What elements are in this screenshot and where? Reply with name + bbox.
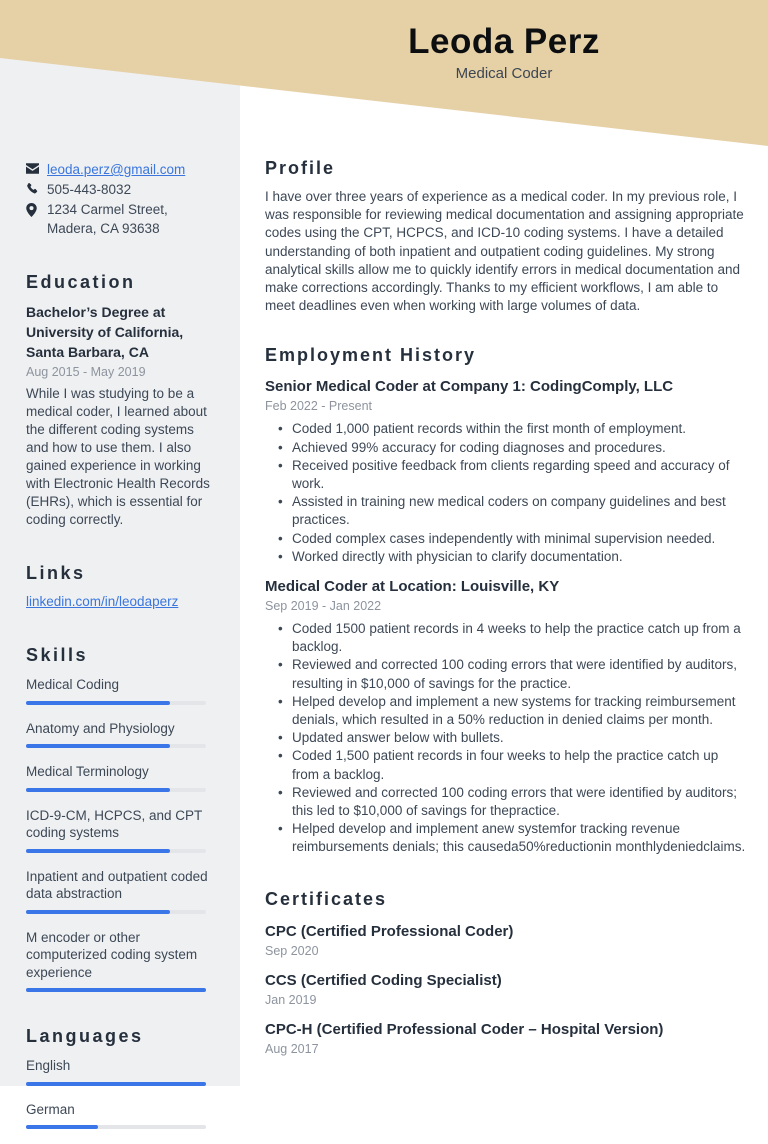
contact-email-row: [26, 160, 220, 179]
bullet-item: • Received positive feedback from clients regarding speed and accuracy of work.: [265, 457, 747, 493]
language-item: [26, 1057, 220, 1086]
email-link[interactable]: leoda.perz@gmail.com: [47, 162, 186, 177]
skill-bar-fill: [26, 788, 170, 792]
person-job-title: Medical Coder: [455, 65, 553, 82]
bullet-item: • Updated answer below with bullets.: [265, 729, 747, 747]
skill-bar-track: [26, 788, 206, 792]
skill-item: [26, 763, 220, 792]
job-title: Senior Medical Coder at Company 1: CodingComply, LLC: [265, 378, 674, 396]
skill-bar-track: [26, 849, 206, 853]
job-dates: Sep 2019 - Jan 2022: [265, 599, 382, 614]
language-bar-fill: [26, 1125, 98, 1129]
phone-number: 505-443-8032: [47, 182, 132, 197]
bullet-item: • Coded 1,000 patient records within the first month of employment.: [265, 420, 747, 438]
certificate-dates: Sep 2020: [265, 943, 319, 958]
education-description: While I was studying to be a medical coder, I learned about the different coding systems and how to use them. I also gained experience in working with Electronic Health Records (EHRs), which is essential for coding correctly.: [26, 386, 210, 527]
skill-bar-fill: [26, 849, 170, 853]
certificate-dates: Jan 2019: [265, 992, 317, 1007]
bullet-item: • Helped develop and implement anew systemfor tracking revenue reimbursements denials; this causeda50%reductionin monthlydeniedclaims.: [265, 820, 747, 856]
skill-bar-track: [26, 988, 206, 992]
degree-title: Bachelor’s Degree at University of California, Santa Barbara, CA: [26, 304, 184, 360]
links-heading: Links: [26, 563, 86, 583]
skill-label: M encoder or other computerized coding system experience: [26, 929, 198, 980]
certificate-title: CPC (Certified Professional Coder): [265, 922, 514, 940]
certificate-dates: Aug 2017: [265, 1041, 319, 1056]
job-title: Medical Coder at Location: Louisville, KY: [265, 578, 560, 596]
contact-list: [26, 160, 220, 238]
skill-label: Medical Coding: [26, 677, 120, 692]
skill-bar-track: [26, 744, 206, 748]
job-dates: Feb 2022 - Present: [265, 399, 373, 414]
address-text: 1234 Carmel Street, Madera, CA 93638: [47, 202, 168, 236]
skill-item: [26, 807, 220, 853]
job-item: [265, 377, 747, 566]
skill-bar-fill: [26, 988, 206, 992]
skill-label: Anatomy and Physiology: [26, 720, 175, 736]
skill-item: [26, 676, 220, 705]
languages-heading: Languages: [26, 1026, 144, 1046]
person-name: Leoda Perz: [408, 22, 600, 61]
skills-heading: Skills: [26, 645, 89, 665]
contact-phone-row: [26, 180, 220, 199]
phone-icon: [26, 180, 47, 195]
job-bullets: [265, 620, 747, 857]
certificate-item: [265, 971, 747, 1008]
language-bar-track: [26, 1125, 206, 1129]
skill-bar-track: [26, 910, 206, 914]
job-bullets: [265, 420, 747, 566]
bullet-item: • Coded 1500 patient records in 4 weeks to help the practice catch up from a backlog.: [265, 620, 747, 656]
skill-label: Medical Terminology: [26, 764, 149, 779]
bullet-item: • Reviewed and corrected 100 coding errors that were identified by auditors, resulting in $10,000 of savings for the practice.: [265, 656, 747, 692]
envelope-icon: [26, 160, 47, 174]
bullet-item: • Coded 1,500 patient records in four weeks to help the practice catch up from a backlog.: [265, 747, 747, 783]
skill-bar-fill: [26, 744, 170, 748]
header: [240, 22, 768, 82]
bullet-item: • Worked directly with physician to clarify documentation.: [265, 548, 747, 566]
certificate-title: CPC-H (Certified Professional Coder – Hospital Version): [265, 1020, 664, 1038]
skill-bar-track: [26, 701, 206, 705]
location-pin-icon: [26, 200, 47, 217]
skill-label: ICD-9-CM, HCPCS, and CPT coding systems: [26, 807, 203, 840]
language-bar-track: [26, 1082, 206, 1086]
main-column: [265, 158, 747, 1057]
skill-bar-fill: [26, 701, 170, 705]
language-item: [26, 1101, 220, 1130]
profile-heading: Profile: [265, 158, 336, 178]
job-item: [265, 577, 747, 857]
education-heading: Education: [26, 272, 136, 292]
language-bar-fill: [26, 1082, 206, 1086]
bullet-item: • Achieved 99% accuracy for coding diagnoses and procedures.: [265, 439, 747, 457]
sidebar: [0, 160, 240, 1144]
contact-address-row: [26, 200, 220, 238]
employment-heading: Employment History: [265, 345, 477, 366]
certificate-item: [265, 1020, 747, 1057]
certificate-item: [265, 922, 747, 959]
skill-item: [26, 929, 220, 993]
bullet-item: • Coded complex cases independently with minimal supervision needed.: [265, 530, 747, 548]
skill-bar-fill: [26, 910, 170, 914]
bullet-item: • Reviewed and corrected 100 coding errors that were identified by auditors; this led to $10,000 of savings for thepractice.: [265, 784, 747, 820]
certificates-heading: Certificates: [265, 888, 388, 909]
education-dates: Aug 2015 - May 2019: [26, 365, 146, 379]
language-label: English: [26, 1058, 71, 1073]
links-list: [26, 593, 220, 611]
linkedin-link[interactable]: linkedin.com/in/leodaperz: [26, 594, 179, 609]
language-label: German: [26, 1101, 75, 1117]
bullet-item: • Assisted in training new medical coders on company guidelines and best practices.: [265, 493, 747, 529]
skill-item: [26, 720, 220, 749]
certificate-title: CCS (Certified Coding Specialist): [265, 971, 502, 989]
skill-label: Inpatient and outpatient coded data abstraction: [26, 868, 208, 901]
bullet-item: • Helped develop and implement a new systems for tracking reimbursement denials, which resulted in a 50% reduction in denied claims per month.: [265, 693, 747, 729]
skill-item: [26, 868, 220, 914]
profile-text: I have over three years of experience as a medical coder. In my previous role, I was responsible for reviewing medical documentation and assigning appropriate codes using the CPT, HCPCS, and ICD-10 coding systems. I have a detailed understanding of both inpatient and outpatient coding guidelines. My strong analytical skills allow me to quickly identify errors in medical documentation and make corrections accordingly. Thanks to my efficient workflows, I am able to meet deadlines even when working with large volumes of data.: [265, 189, 744, 314]
